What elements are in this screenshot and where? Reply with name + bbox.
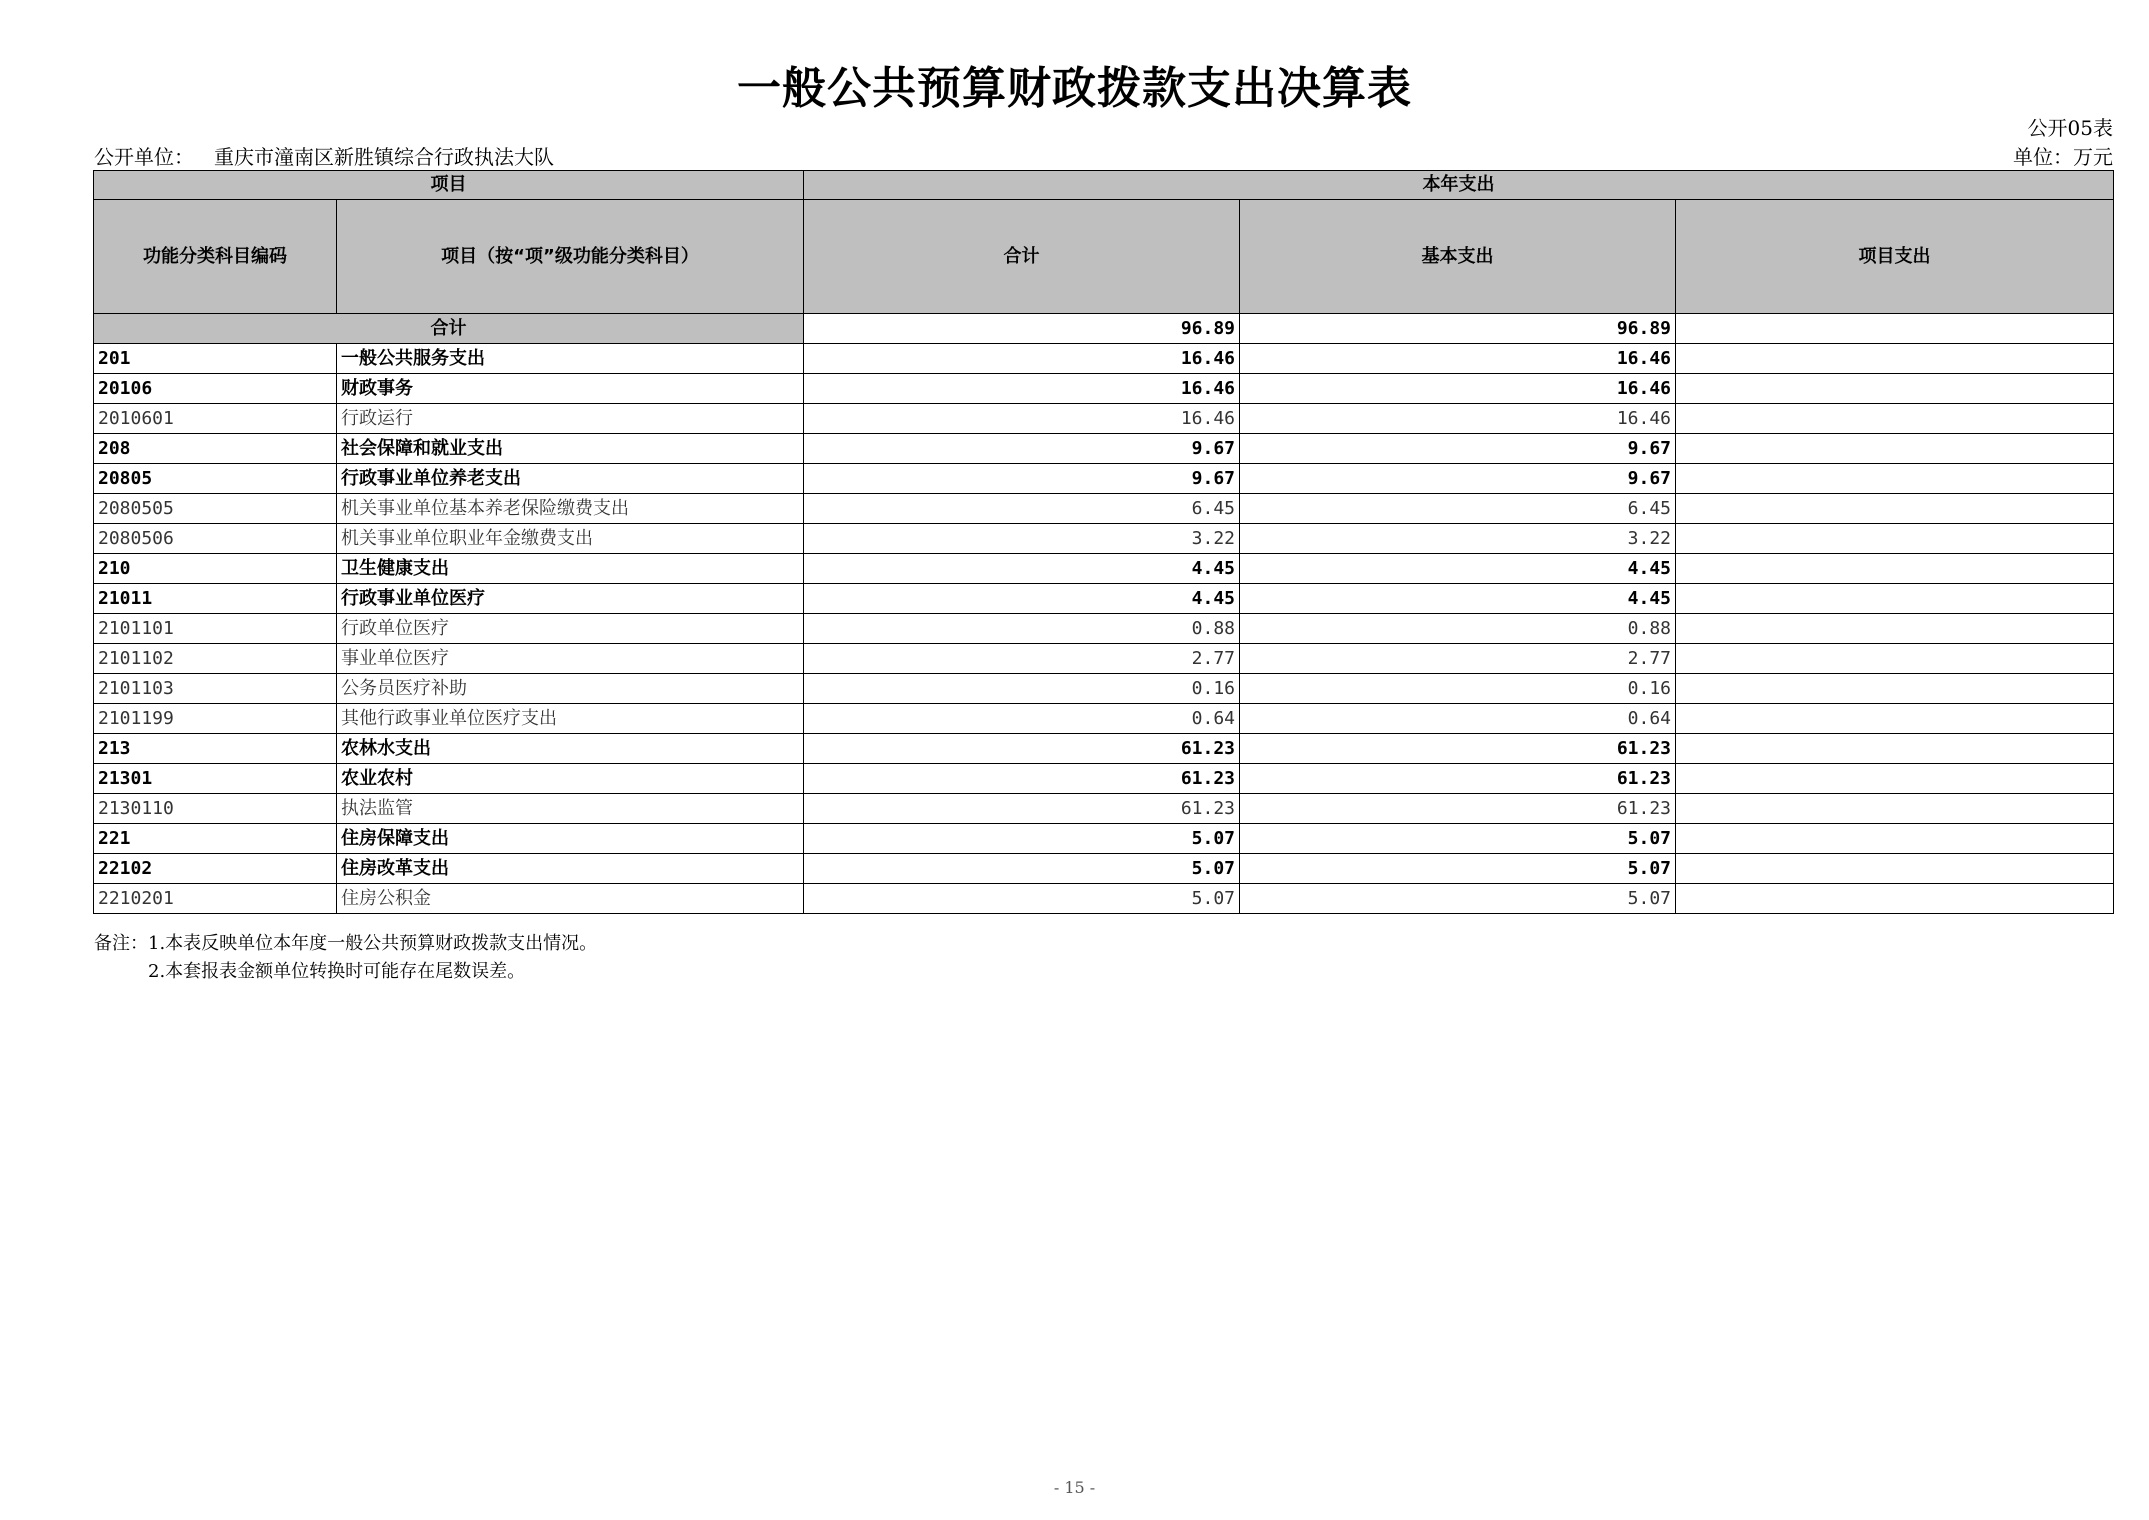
- row-total: 5.07: [804, 824, 1240, 854]
- row-name: 卫生健康支出: [337, 554, 804, 584]
- page-number: - 15 -: [1053, 1478, 1096, 1497]
- row-project: [1676, 374, 2114, 404]
- row-total: 6.45: [804, 494, 1240, 524]
- row-code: 210: [94, 554, 337, 584]
- row-basic: 2.77: [1240, 644, 1676, 674]
- org-name: 重庆市潼南区新胜镇综合行政执法大队: [214, 145, 554, 169]
- row-total: 9.67: [804, 464, 1240, 494]
- row-code: 21301: [94, 764, 337, 794]
- header-row-1: [94, 171, 2114, 200]
- row-basic: 16.46: [1240, 374, 1676, 404]
- table-row: [94, 464, 2114, 494]
- header-basic: 基本支出: [1240, 200, 1676, 314]
- row-project: [1676, 344, 2114, 374]
- row-basic: 0.88: [1240, 614, 1676, 644]
- row-name: 事业单位医疗: [337, 644, 804, 674]
- row-code: 2010601: [94, 404, 337, 434]
- table-row: [94, 734, 2114, 764]
- row-code: 2130110: [94, 794, 337, 824]
- row-total: 0.88: [804, 614, 1240, 644]
- table-row: [94, 614, 2114, 644]
- row-code: 2080505: [94, 494, 337, 524]
- row-name: 机关事业单位职业年金缴费支出: [337, 524, 804, 554]
- row-total: 5.07: [804, 884, 1240, 914]
- row-basic: 9.67: [1240, 434, 1676, 464]
- row-name: 社会保障和就业支出: [337, 434, 804, 464]
- row-total: 9.67: [804, 434, 1240, 464]
- row-name: 行政单位医疗: [337, 614, 804, 644]
- row-project: [1676, 494, 2114, 524]
- header-project-exp: 项目支出: [1676, 200, 2114, 314]
- row-project: [1676, 854, 2114, 884]
- row-code: 2101101: [94, 614, 337, 644]
- row-total: 16.46: [804, 404, 1240, 434]
- row-total: 2.77: [804, 644, 1240, 674]
- row-project: [1676, 764, 2114, 794]
- table-row: [94, 494, 2114, 524]
- row-name: 财政事务: [337, 374, 804, 404]
- row-name: 机关事业单位基本养老保险缴费支出: [337, 494, 804, 524]
- header-item-name: 项目（按“项”级功能分类科目）: [337, 200, 804, 314]
- table-row: [94, 524, 2114, 554]
- table-row: [94, 584, 2114, 614]
- row-project: [1676, 884, 2114, 914]
- row-project: [1676, 734, 2114, 764]
- row-basic: 4.45: [1240, 584, 1676, 614]
- row-code: 2101199: [94, 704, 337, 734]
- row-name: 其他行政事业单位医疗支出: [337, 704, 804, 734]
- table-row: [94, 854, 2114, 884]
- note-1: 备注：1.本表反映单位本年度一般公共预算财政拨款支出情况。: [94, 933, 598, 954]
- row-code: 21011: [94, 584, 337, 614]
- row-total: 61.23: [804, 794, 1240, 824]
- row-name: 住房保障支出: [337, 824, 804, 854]
- row-basic: 6.45: [1240, 494, 1676, 524]
- row-project: [1676, 464, 2114, 494]
- notes: [94, 930, 597, 986]
- total-project: [1676, 314, 2114, 344]
- row-total: 16.46: [804, 344, 1240, 374]
- row-basic: 16.46: [1240, 404, 1676, 434]
- table-row: [94, 554, 2114, 584]
- row-code: 2080506: [94, 524, 337, 554]
- table-row: [94, 374, 2114, 404]
- row-code: 213: [94, 734, 337, 764]
- row-project: [1676, 404, 2114, 434]
- table-row: [94, 404, 2114, 434]
- row-total: 4.45: [804, 554, 1240, 584]
- row-basic: 16.46: [1240, 344, 1676, 374]
- row-name: 执法监管: [337, 794, 804, 824]
- table-row: [94, 824, 2114, 854]
- row-project: [1676, 584, 2114, 614]
- table-row: [94, 674, 2114, 704]
- table-row: [94, 704, 2114, 734]
- row-name: 住房改革支出: [337, 854, 804, 884]
- row-project: [1676, 524, 2114, 554]
- row-basic: 9.67: [1240, 464, 1676, 494]
- row-code: 22102: [94, 854, 337, 884]
- row-project: [1676, 674, 2114, 704]
- row-code: 221: [94, 824, 337, 854]
- total-basic: 96.89: [1240, 314, 1676, 344]
- row-name: 农业农村: [337, 764, 804, 794]
- row-basic: 5.07: [1240, 854, 1676, 884]
- row-code: 208: [94, 434, 337, 464]
- table-row: [94, 794, 2114, 824]
- row-basic: 4.45: [1240, 554, 1676, 584]
- header-row-2: [94, 200, 2114, 314]
- row-project: [1676, 434, 2114, 464]
- row-total: 0.16: [804, 674, 1240, 704]
- row-project: [1676, 794, 2114, 824]
- note-2: 2.本套报表金额单位转换时可能存在尾数误差。: [148, 961, 526, 982]
- row-total: 61.23: [804, 734, 1240, 764]
- row-name: 行政运行: [337, 404, 804, 434]
- row-name: 住房公积金: [337, 884, 804, 914]
- row-name: 行政事业单位养老支出: [337, 464, 804, 494]
- total-label: 合计: [94, 314, 804, 344]
- row-basic: 5.07: [1240, 884, 1676, 914]
- table-row: [94, 644, 2114, 674]
- row-basic: 5.07: [1240, 824, 1676, 854]
- page-title: 一般公共预算财政拨款支出决算表: [737, 63, 1412, 114]
- row-code: 20805: [94, 464, 337, 494]
- row-total: 0.64: [804, 704, 1240, 734]
- row-code: 201: [94, 344, 337, 374]
- row-total: 5.07: [804, 854, 1240, 884]
- row-basic: 3.22: [1240, 524, 1676, 554]
- row-name: 一般公共服务支出: [337, 344, 804, 374]
- row-basic: 0.16: [1240, 674, 1676, 704]
- table-row: [94, 884, 2114, 914]
- row-name: 公务员医疗补助: [337, 674, 804, 704]
- table-number: 公开05表: [2027, 116, 2113, 140]
- row-code: 20106: [94, 374, 337, 404]
- header-info-row: [94, 141, 2113, 167]
- header-total: 合计: [804, 200, 1240, 314]
- row-basic: 61.23: [1240, 764, 1676, 794]
- row-name: 行政事业单位医疗: [337, 584, 804, 614]
- row-basic: 61.23: [1240, 794, 1676, 824]
- row-total: 16.46: [804, 374, 1240, 404]
- row-code: 2210201: [94, 884, 337, 914]
- row-code: 2101102: [94, 644, 337, 674]
- header-project: 项目: [94, 171, 804, 200]
- table-row: [94, 764, 2114, 794]
- expenditure-table: [93, 170, 2114, 914]
- unit-label: 单位：万元: [2013, 145, 2113, 169]
- row-total: 4.45: [804, 584, 1240, 614]
- table-row: [94, 344, 2114, 374]
- org-label: 公开单位：: [94, 145, 194, 169]
- row-project: [1676, 614, 2114, 644]
- row-name: 农林水支出: [337, 734, 804, 764]
- total-sum: 96.89: [804, 314, 1240, 344]
- row-project: [1676, 824, 2114, 854]
- row-project: [1676, 644, 2114, 674]
- row-code: 2101103: [94, 674, 337, 704]
- header-code: 功能分类科目编码: [94, 200, 337, 314]
- row-project: [1676, 554, 2114, 584]
- header-current-year: 本年支出: [804, 171, 2114, 200]
- row-basic: 0.64: [1240, 704, 1676, 734]
- row-total: 61.23: [804, 764, 1240, 794]
- row-project: [1676, 704, 2114, 734]
- row-basic: 61.23: [1240, 734, 1676, 764]
- table-row: [94, 434, 2114, 464]
- total-row: [94, 314, 2114, 344]
- row-total: 3.22: [804, 524, 1240, 554]
